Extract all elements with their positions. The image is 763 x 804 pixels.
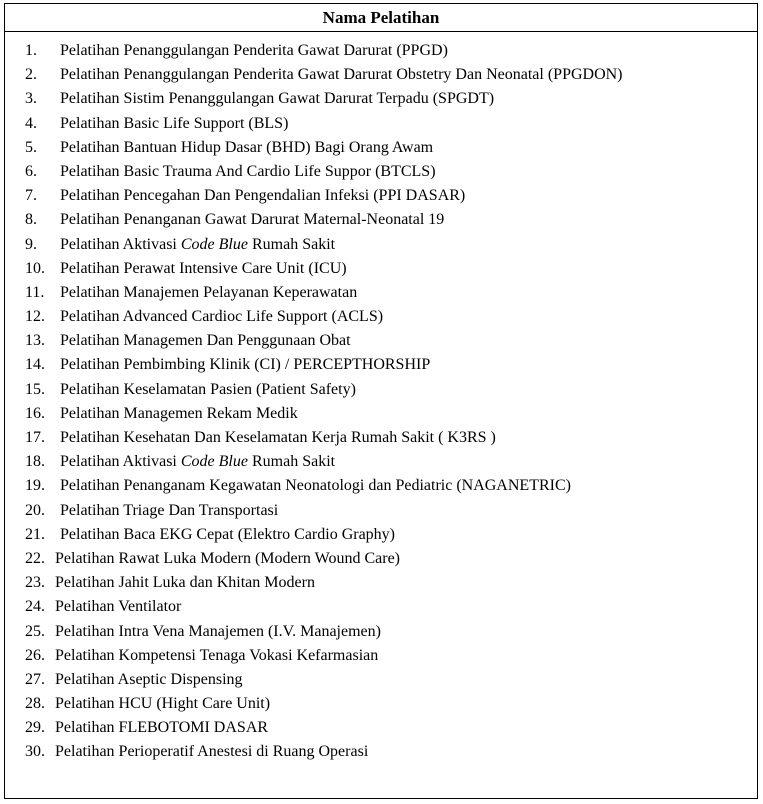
item-text-segment: Pelatihan FLEBOTOMI DASAR — [55, 719, 269, 737]
list-item — [5, 716, 757, 740]
item-number: 21. — [25, 525, 45, 543]
item-text — [55, 644, 378, 668]
item-text-segment: Pelatihan Triage Dan Transportasi — [60, 501, 279, 519]
item-text-segment: Pelatihan Jahit Luka dan Khitan Modern — [55, 574, 315, 592]
item-text — [60, 233, 335, 257]
item-text-italic: Code Blue — [180, 453, 248, 471]
item-text-segment: Pelatihan Bantuan Hidup Dasar (BHD) Bagi Orang Awam — [60, 138, 434, 156]
item-number: 2. — [25, 66, 37, 84]
item-text-segment: Pelatihan Perioperatif Anestesi di Ruang Operasi — [55, 743, 369, 761]
list-item — [5, 740, 757, 764]
item-text-segment: Pelatihan Aktivasi — [60, 235, 181, 253]
item-text — [60, 402, 298, 426]
item-number: 14. — [25, 356, 45, 374]
item-text-segment: Pelatihan Perawat Intensive Care Unit (ICU) — [60, 259, 347, 277]
item-text-segment: Pelatihan Ventilator — [55, 598, 182, 616]
item-text — [60, 426, 496, 450]
list-item — [5, 692, 757, 716]
item-text-segment: Rumah Sakit — [247, 453, 336, 471]
list-item — [5, 499, 757, 523]
item-text-segment: Pelatihan Penanganam Kegawatan Neonatologi dan Pediatric (NAGANETRIC) — [60, 477, 571, 495]
item-text — [60, 499, 278, 523]
item-text-segment: Pelatihan Rawat Luka Modern (Modern Wound Care) — [55, 549, 400, 567]
item-number: 17. — [25, 429, 45, 446]
item-text — [60, 523, 395, 547]
item-text-italic: Code Blue — [180, 235, 248, 253]
item-number: 23. — [25, 574, 45, 592]
item-text-segment: Pelatihan Penanggulangan Penderita Gawat Darurat Obstetry Dan Neonatal (PPGDON) — [60, 66, 623, 84]
item-text — [55, 716, 268, 740]
item-number: 7. — [25, 187, 37, 205]
item-text — [60, 281, 357, 305]
item-text — [55, 595, 181, 619]
item-text-segment: Pelatihan Pencegahan Dan Pengendalian Infeksi (PPI DASAR) — [60, 187, 466, 205]
list-item — [5, 620, 757, 644]
item-number: 24. — [25, 598, 45, 616]
item-number: 19. — [25, 477, 45, 495]
training-list — [5, 39, 757, 765]
item-number: 11. — [25, 283, 45, 301]
item-number: 8. — [25, 211, 37, 229]
item-text-segment: Pelatihan Aseptic Dispensing — [55, 670, 243, 688]
item-text-segment: Pelatihan Kompetensi Tenaga Vokasi Kefarmasian — [55, 646, 379, 664]
item-number: 10. — [25, 259, 45, 277]
item-number: 18. — [25, 453, 45, 471]
item-text — [60, 184, 465, 208]
list-item — [5, 305, 757, 329]
list-item — [5, 450, 757, 474]
list-item — [5, 644, 757, 668]
item-text-segment: Pelatihan Kesehatan Dan Keselamatan Kerja Rumah Sakit ( K3RS ) — [60, 429, 496, 446]
item-text — [60, 63, 623, 87]
item-text-segment: Pelatihan Penanggulangan Penderita Gawat Darurat (PPGD) — [60, 42, 448, 59]
item-text — [55, 740, 368, 764]
item-text — [60, 305, 383, 329]
item-text-segment: Pelatihan Aktivasi — [60, 453, 181, 471]
item-text — [60, 257, 347, 281]
list-item — [5, 353, 757, 377]
item-number: 9. — [25, 235, 37, 253]
list-item — [5, 257, 757, 281]
list-item — [5, 547, 757, 571]
item-number: 16. — [25, 404, 45, 422]
item-number: 13. — [25, 332, 45, 350]
item-number: 26. — [25, 646, 45, 664]
item-text-segment: Pelatihan Penanganan Gawat Darurat Maternal-Neonatal 19 — [60, 211, 445, 229]
list-item — [5, 160, 757, 184]
item-text — [60, 136, 433, 160]
item-number: 20. — [25, 501, 45, 519]
item-text — [60, 474, 571, 498]
list-item — [5, 208, 757, 232]
item-number: 3. — [25, 90, 37, 108]
item-text — [60, 39, 448, 63]
item-text-segment: Pelatihan Keselamatan Pasien (Patient Safety) — [60, 380, 356, 398]
item-text-segment: Pelatihan HCU (Hight Care Unit) — [55, 695, 271, 713]
list-item — [5, 426, 757, 450]
item-text-segment: Rumah Sakit — [247, 235, 336, 253]
list-item — [5, 595, 757, 619]
list-item — [5, 63, 757, 87]
list-item — [5, 39, 757, 63]
list-item — [5, 112, 757, 136]
list-item — [5, 87, 757, 111]
item-number: 27. — [25, 670, 45, 688]
item-text — [60, 329, 351, 353]
item-text — [55, 571, 315, 595]
item-number: 1. — [25, 42, 37, 59]
item-text-segment: Pelatihan Intra Vena Manajemen (I.V. Manajemen) — [55, 622, 381, 640]
item-text — [60, 160, 436, 184]
item-text-segment: Pelatihan Advanced Cardioc Life Support (ACLS) — [60, 308, 384, 326]
list-item — [5, 378, 757, 402]
list-item — [5, 136, 757, 160]
item-text — [55, 668, 243, 692]
item-number: 28. — [25, 695, 45, 713]
item-number: 25. — [25, 622, 45, 640]
training-table — [4, 3, 758, 799]
item-text-segment: Pelatihan Managemen Dan Penggunaan Obat — [60, 332, 351, 350]
list-item — [5, 523, 757, 547]
item-number: 4. — [25, 114, 37, 132]
table-header: Nama Pelatihan — [5, 4, 757, 32]
item-text — [60, 112, 288, 136]
list-item — [5, 402, 757, 426]
item-number: 5. — [25, 138, 37, 156]
list-item — [5, 668, 757, 692]
item-text-segment: Pelatihan Basic Life Support (BLS) — [60, 114, 289, 132]
list-item — [5, 233, 757, 257]
item-number: 6. — [25, 162, 37, 180]
item-text-segment: Pelatihan Managemen Rekam Medik — [60, 404, 298, 422]
list-item — [5, 281, 757, 305]
item-text — [55, 547, 400, 571]
item-text — [60, 378, 356, 402]
item-number: 30. — [25, 743, 45, 761]
item-number: 12. — [25, 308, 45, 326]
list-item — [5, 474, 757, 498]
item-text-segment: Pelatihan Manajemen Pelayanan Keperawatan — [60, 283, 358, 301]
item-text — [60, 208, 444, 232]
item-text — [55, 692, 270, 716]
item-text — [60, 87, 494, 111]
list-item — [5, 184, 757, 208]
list-item — [5, 571, 757, 595]
item-number: 15. — [25, 380, 45, 398]
item-text-segment: Pelatihan Basic Trauma And Cardio Life Suppor (BTCLS) — [60, 162, 436, 180]
item-number: 29. — [25, 719, 45, 737]
item-text — [60, 353, 430, 377]
item-text — [60, 450, 335, 474]
item-text-segment: Pelatihan Baca EKG Cepat (Elektro Cardio Graphy) — [60, 525, 395, 543]
list-item — [5, 329, 757, 353]
item-text — [55, 620, 381, 644]
item-number: 22. — [25, 549, 45, 567]
item-text-segment: Pelatihan Pembimbing Klinik (CI) / PERCEPTHORSHIP — [60, 356, 431, 374]
item-text-segment: Pelatihan Sistim Penanggulangan Gawat Darurat Terpadu (SPGDT) — [60, 90, 495, 108]
